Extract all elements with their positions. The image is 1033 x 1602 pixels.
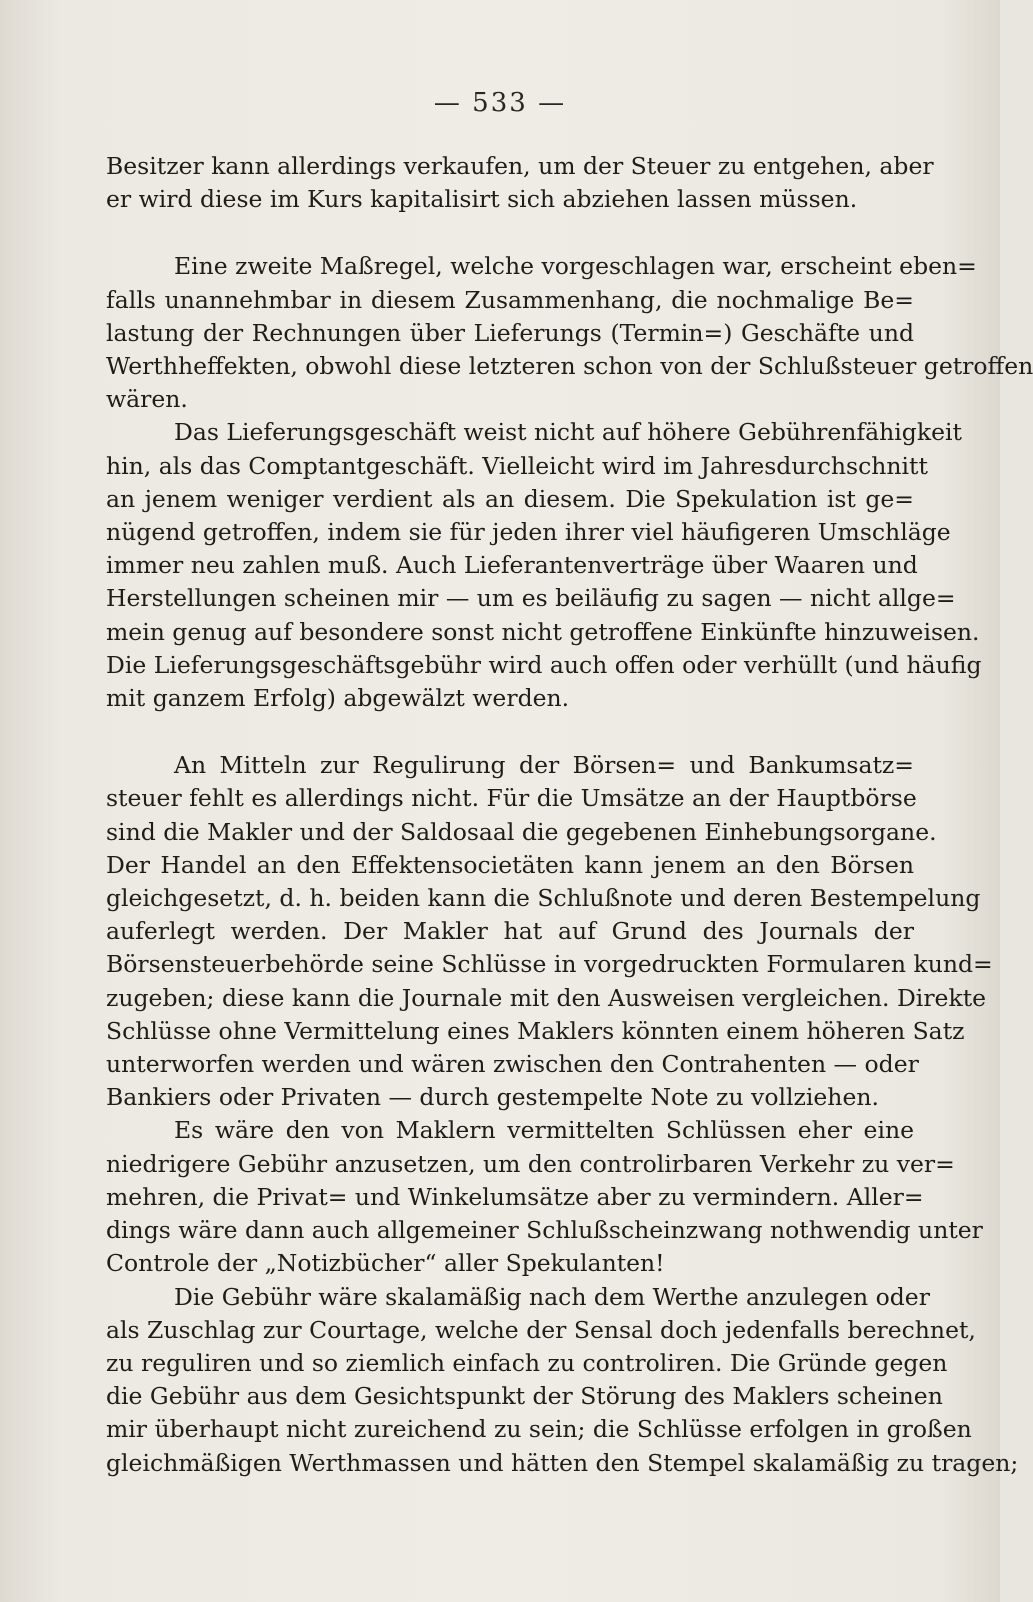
text-line: unterworfen werden und wären zwischen den Contrahenten — oder [106,1050,919,1079]
text-line: sind die Makler und der Saldosaal die gegebenen Einhebungsorgane. [106,817,937,846]
text-line: lastung der Rechnungen über Lieferungs (Termin=) Geschäfte und [106,318,914,347]
text-line: Die Gebühr wäre skalamäßig nach dem Werthe anzulegen oder [174,1282,930,1311]
text-line: hin, als das Comptantgeschäft. Vielleicht wird im Jahresdurchschnitt [106,451,928,480]
text-line: zugeben; diese kann die Journale mit den Ausweisen vergleichen. Direkte [106,983,987,1012]
text-line: niedrigere Gebühr anzusetzen, um den controlirbaren Verkehr zu ver= [106,1149,955,1178]
text-line: mehren, die Privat= und Winkelumsätze aber zu vermindern. Aller= [106,1182,924,1211]
paragraph [106,1114,983,1280]
text-line: die Gebühr aus dem Gesichtspunkt der Störung des Maklers scheinen [106,1382,943,1411]
text-line: Besitzer kann allerdings verkaufen, um der Steuer zu entgehen, aber [106,152,934,180]
text-line: falls unannehmbar in diesem Zusammenhang, die nochmalige Be= [106,285,914,314]
text-line: an jenem weniger verdient als an diesem. Die Spekulation ist ge= [106,484,914,513]
body-text [106,150,1033,1480]
paragraph [106,1281,1019,1480]
text-line: Der Handel an den Effektensocietäten kann jenem an den Börsen [106,850,914,879]
text-line: Es wäre den von Maklern vermittelten Schlüssen eher eine [174,1116,914,1145]
text-line: mir überhaupt nicht zureichend zu sein; die Schlüsse erfolgen in großen [106,1415,972,1444]
text-line: nügend getroffen, indem sie für jeden ihrer viel häufigeren Umschläge [106,518,951,547]
text-line: Das Lieferungsgeschäft weist nicht auf höhere Gebührenfähigkeit [174,418,962,447]
text-line: mit ganzem Erfolg) abgewälzt werden. [106,684,570,713]
text-line: dings wäre dann auch allgemeiner Schlußscheinzwang nothwendig unter [106,1216,983,1245]
text-line: Bankiers oder Privaten — durch gestempelte Note zu vollziehen. [106,1083,879,1112]
text-line: Herstellungen scheinen mir — um es beiläufig zu sagen — nicht allge= [106,584,956,613]
paragraph [106,150,934,216]
text-line: gleichgesetzt, d. h. beiden kann die Schlußnote und deren Bestempelung [106,884,981,913]
text-line: gleichmäßigen Werthmassen und hätten den Stempel skalamäßig zu tragen; [106,1448,1019,1477]
text-line: Schlüsse ohne Vermittelung eines Maklers könnten einem höheren Satz [106,1016,965,1045]
paragraph [106,416,982,715]
text-line: auferlegt werden. Der Makler hat auf Grund des Journals der [106,917,914,946]
text-line: als Zuschlag zur Courtage, welche der Sensal doch jedenfalls berechnet, [106,1315,976,1344]
text-line: steuer fehlt es allerdings nicht. Für die Umsätze an der Hauptbörse [106,784,917,813]
paragraph [106,250,1033,416]
text-line: zu reguliren und so ziemlich einfach zu controliren. Die Gründe gegen [106,1348,948,1377]
text-line: Werthheffekten, obwohl diese letzteren schon von der Schlußsteuer getroffen [106,352,1033,381]
text-line: Controle der „Notizbücher“ aller Spekulanten! [106,1249,665,1278]
text-line: wären. [106,385,188,414]
text-line: mein genug auf besondere sonst nicht getroffene Einkünfte hinzuweisen. [106,617,980,646]
paragraph [106,749,993,1114]
text-line: Eine zweite Maßregel, welche vorgeschlagen war, erscheint eben= [174,252,977,281]
text-line: immer neu zahlen muß. Auch Lieferantenverträge über Waaren und [106,551,918,580]
text-line: Die Lieferungsgeschäftsgebühr wird auch offen oder verhüllt (und häufig [106,650,982,679]
text-line: er wird diese im Kurs kapitalisirt sich abziehen lassen müssen. [106,185,858,214]
text-line: An Mitteln zur Regulirung der Börsen= und Bankumsatz= [174,751,914,780]
page-number: — 533 — [433,88,567,118]
text-line: Börsensteuerbehörde seine Schlüsse in vorgedruckten Formularen kund= [106,950,993,979]
